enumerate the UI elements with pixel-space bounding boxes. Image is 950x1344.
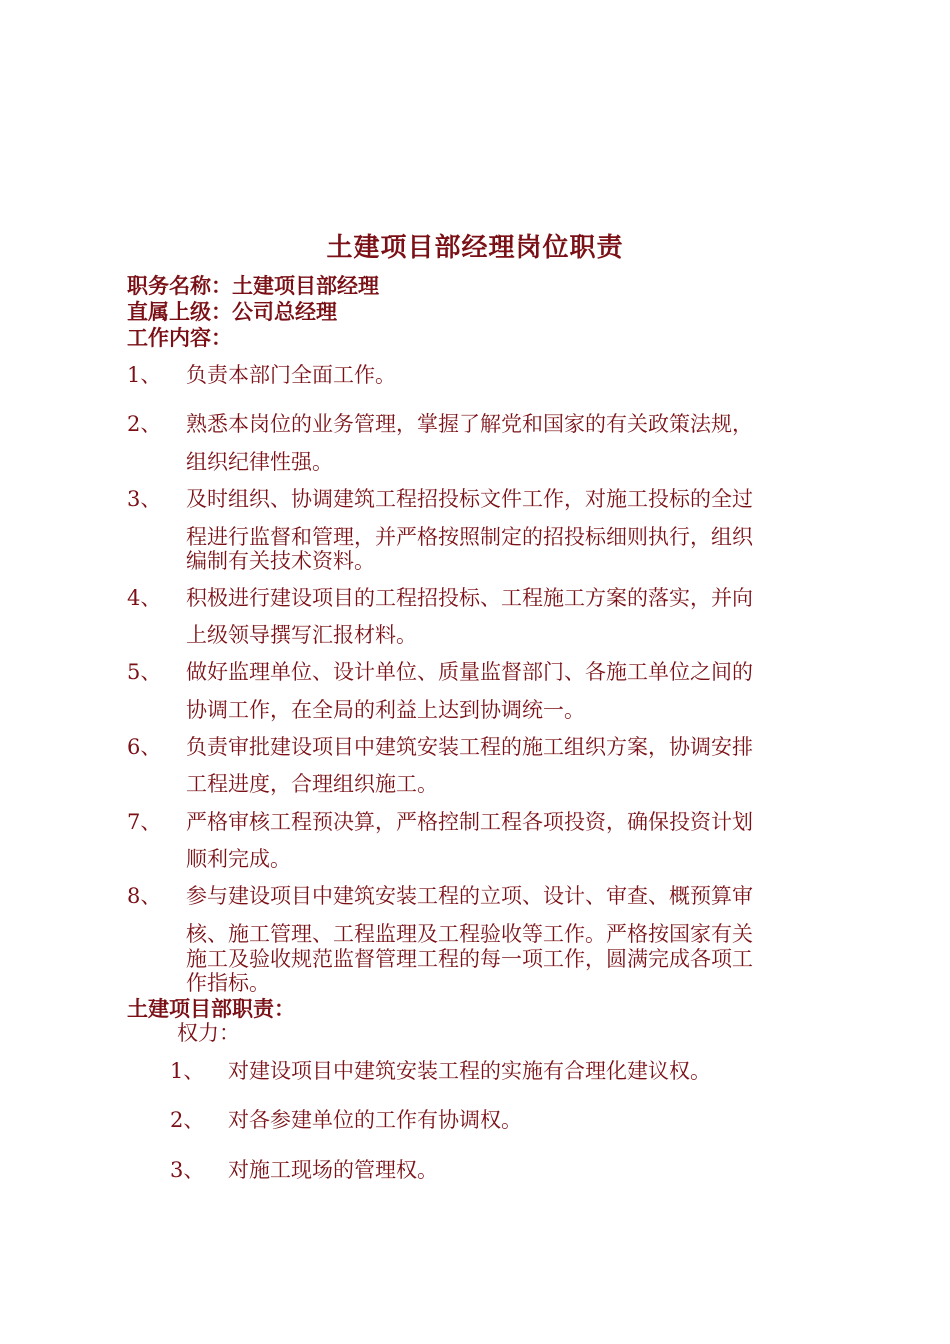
power-number: 3、 xyxy=(170,1158,205,1182)
position-name: 职务名称：土建项目部经理 xyxy=(127,273,379,298)
duty-line: 核、施工管理、工程监理及工程验收等工作。严格按国家有关 xyxy=(186,922,753,946)
page-title: 土建项目部经理岗位职责 xyxy=(326,233,624,263)
duty-number: 6、 xyxy=(127,735,162,759)
power-number: 2、 xyxy=(170,1108,205,1132)
duty-line: 组织纪律性强。 xyxy=(186,450,333,474)
duty-line: 作指标。 xyxy=(186,971,270,995)
powers-label: 权力： xyxy=(177,1021,240,1045)
power-text: 对各参建单位的工作有协调权。 xyxy=(228,1108,522,1132)
department-duties-heading: 土建项目部职责： xyxy=(127,996,295,1021)
duty-line: 程进行监督和管理，并严格按照制定的招投标细则执行，组织 xyxy=(186,525,753,549)
duty-line: 工程进度，合理组织施工。 xyxy=(186,772,438,796)
duty-line: 负责本部门全面工作。 xyxy=(186,363,396,387)
duty-line: 施工及验收规范监督管理工程的每一项工作，圆满完成各项工 xyxy=(186,947,753,971)
duty-line: 负责审批建设项目中建筑安装工程的施工组织方案，协调安排 xyxy=(186,735,753,759)
duty-line: 严格审核工程预决算，严格控制工程各项投资，确保投资计划 xyxy=(186,810,753,834)
duty-line: 及时组织、协调建筑工程招投标文件工作，对施工投标的全过 xyxy=(186,487,753,511)
power-number: 1、 xyxy=(170,1059,205,1083)
duty-number: 3、 xyxy=(127,487,162,511)
power-text: 对建设项目中建筑安装工程的实施有合理化建议权。 xyxy=(228,1059,711,1083)
duty-number: 8、 xyxy=(127,884,162,908)
duty-number: 5、 xyxy=(127,660,162,684)
duty-line: 顺利完成。 xyxy=(186,847,291,871)
direct-superior: 直属上级：公司总经理 xyxy=(127,299,337,324)
duty-number: 7、 xyxy=(127,810,162,834)
duty-line: 协调工作，在全局的利益上达到协调统一。 xyxy=(186,698,585,722)
duty-line: 做好监理单位、设计单位、质量监督部门、各施工单位之间的 xyxy=(186,660,753,684)
work-content-label: 工作内容： xyxy=(127,325,232,350)
duty-line: 熟悉本岗位的业务管理，掌握了解党和国家的有关政策法规， xyxy=(186,412,753,436)
duty-number: 4、 xyxy=(127,586,162,610)
duty-number: 2、 xyxy=(127,412,162,436)
power-text: 对施工现场的管理权。 xyxy=(228,1158,438,1182)
duty-number: 1、 xyxy=(127,363,162,387)
duty-line: 积极进行建设项目的工程招投标、工程施工方案的落实，并向 xyxy=(186,586,753,610)
duty-line: 参与建设项目中建筑安装工程的立项、设计、审查、概预算审 xyxy=(186,884,753,908)
duty-line: 上级领导撰写汇报材料。 xyxy=(186,623,417,647)
duty-line: 编制有关技术资料。 xyxy=(186,549,375,573)
